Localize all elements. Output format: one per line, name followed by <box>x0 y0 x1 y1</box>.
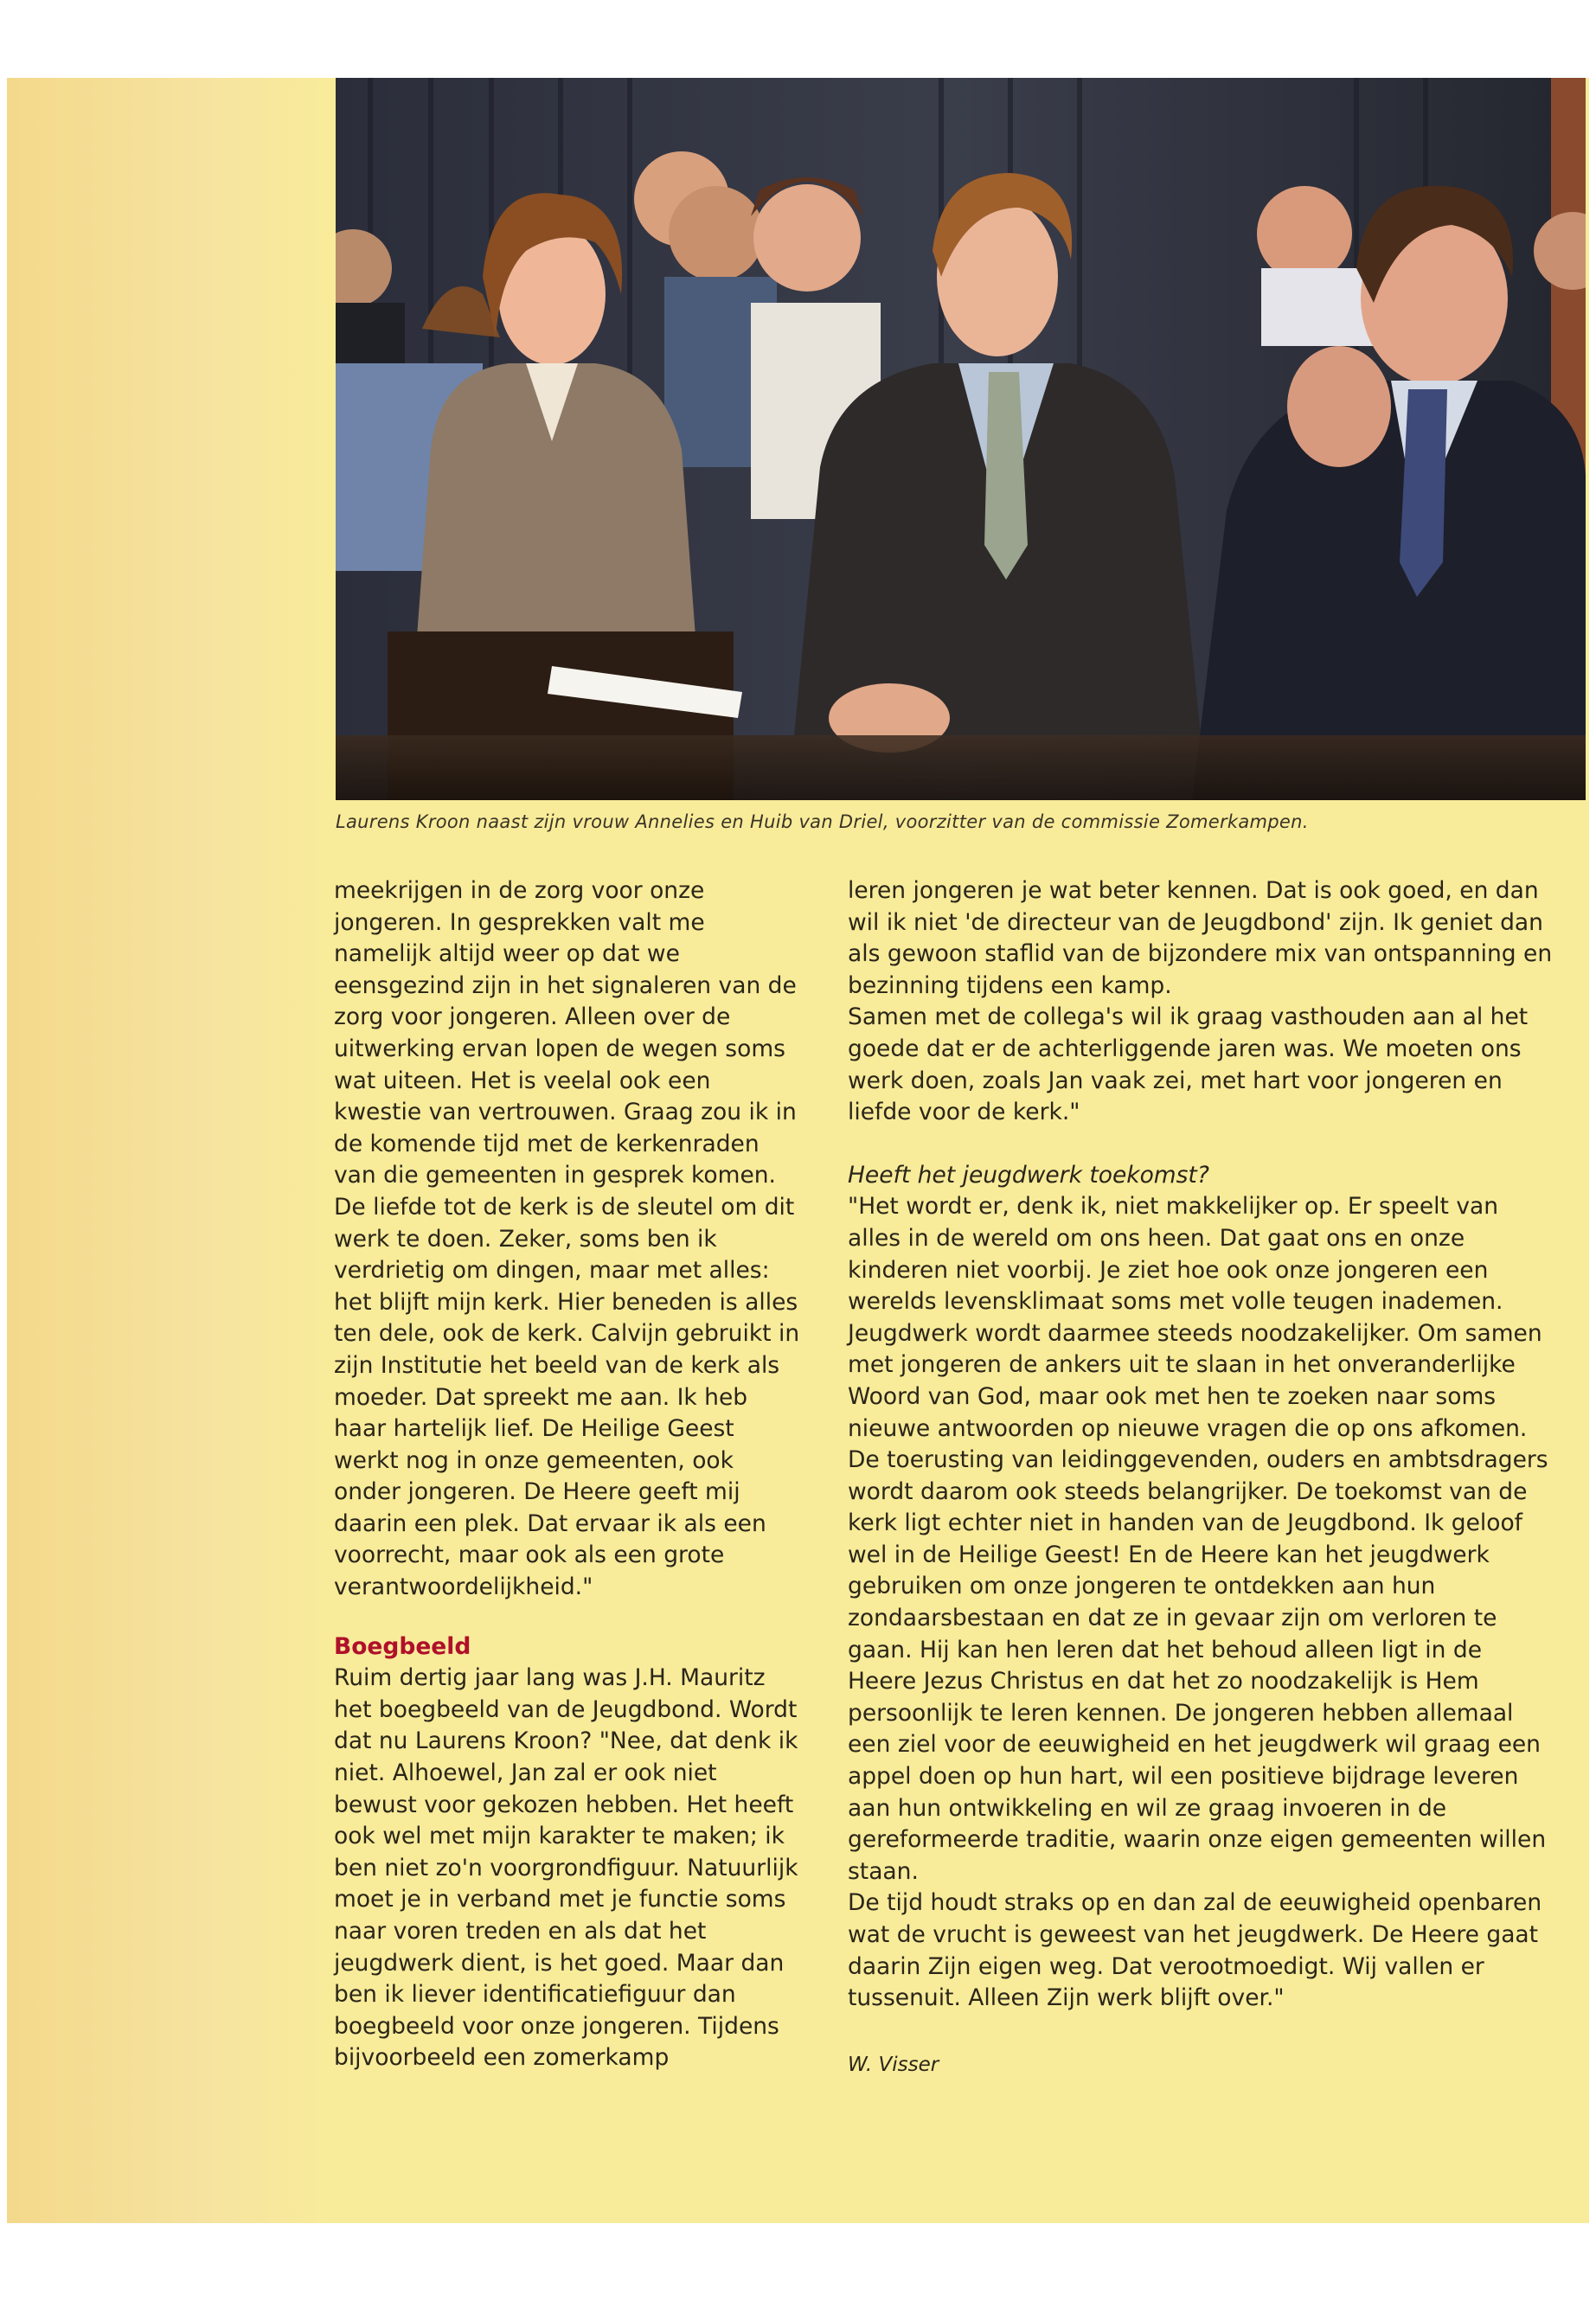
right-paragraph-2: Samen met de collega's wil ik graag vasthouden aan al het goede dat er de achterliggende jaren was. We moeten ons werk doen, zoals Jan vaak zei, met hart voor jongeren en liefde voor de kerk." <box>848 1003 1529 1126</box>
left-paragraph-2: De liefde tot de kerk is de sleutel om dit werk te doen. Zeker, soms ben ik verdrietig om dingen, maar met alles: het blijft mijn kerk. Hier beneden is alles ten dele, ook de kerk. Calvijn gebruikt in zijn Institutie het beeld van de kerk als moeder. Dat spreekt me aan. Ik heb haar hartelijk lief. De Heilige Geest werkt nog in onze gemeenten, ook onder jongeren. De Heere geeft mij daarin een plek. Dat ervaar ik als een voorrecht, maar ook als een grote verantwoordelijkheid." <box>334 1193 800 1601</box>
author-byline: W. Visser <box>848 2053 939 2076</box>
photo-caption: Laurens Kroon naast zijn vrouw Annelies en Huib van Driel, voorzitter van de commissie Zomerkampen. <box>336 811 1309 832</box>
left-column <box>334 875 801 2074</box>
right-paragraph-3: "Het wordt er, denk ik, niet makkelijker op. Er speelt van alles in de wereld om ons heen. Dat gaat ons en onze kinderen niet voorbij. Je ziet hoe ook onze jongeren een werelds levensklimaat soms met volle teugen inademen. Jeugdwerk wordt daarmee steeds noodzakelijker. Om samen met jongeren de ankers uit te slaan in het onveranderlijke Woord van God, maar ook met hen te zoeken naar soms nieuwe antwoorden op nieuwe vragen die op ons afkomen. De toerusting van leidinggevenden, ouders en ambtsdragers wordt daarom ook steeds belangrijker. De toekomst van de kerk ligt echter niet in handen van de Jeugdbond. Ik geloof wel in de Heilige Geest! En de Heere kan het jeugdwerk gebruiken om onze jongeren te ontdekken aan hun zondaarsbestaan en dat ze in gevaar zijn om verloren te gaan. Hij kan hen leren dat het behoud alleen ligt in de Heere Jezus Christus en dat het zo noodzakelijk is Hem persoonlijk te leren kennen. De jongeren hebben allemaal een ziel voor de eeuwigheid en het jeugdwerk wil graag een appel doen op hun hart, wil een positieve bijdrage leveren aan hun ontwikkeling en wil ze graag invoeren in de gereformeerde traditie, waarin onze eigen gemeenten willen staan. <box>848 1193 1548 1885</box>
right-paragraph-1: leren jongeren je wat beter kennen. Dat is ook goed, en dan wil ik niet 'de directeur van de Jeugdbond' zijn. Ik geniet dan als gewoon staflid van de bijzondere mix van ontspanning en bezinning tijdens een kamp. <box>848 877 1553 999</box>
section-heading-boegbeeld: Boegbeeld <box>334 1632 471 1660</box>
interview-question: Heeft het jeugdwerk toekomst? <box>848 1161 1209 1189</box>
right-paragraph-4: De tijd houdt straks op en dan zal de eeuwigheid openbaren wat de vrucht is geweest van het jeugdwerk. De Heere gaat daarin Zijn eigen weg. Dat verootmoedigt. Wij vallen er tussenuit. Alleen Zijn werk blijft over." <box>848 1889 1542 2012</box>
audience-photo <box>336 78 1586 800</box>
side-color-strip <box>7 78 336 2223</box>
magazine-page <box>7 78 1589 2223</box>
audience-photo-illustration <box>336 78 1586 800</box>
right-column <box>848 875 1557 2080</box>
left-paragraph-3: Ruim dertig jaar lang was J.H. Mauritz het boegbeeld van de Jeugdbond. Wordt dat nu Laurens Kroon? "Nee, dat denk ik niet. Alhoewel, Jan zal er ook niet bewust voor gekozen hebben. Het heeft ook wel met mijn karakter te maken; ik ben niet zo'n voorgrondfiguur. Natuurlijk moet je in verband met je functie soms naar voren treden en als dat het jeugdwerk dient, is het goed. Maar dan ben ik liever identificatiefiguur dan boegbeeld voor onze jongeren. Tijdens bijvoorbeeld een zomerkamp <box>334 1664 798 2072</box>
left-paragraph-1: meekrijgen in de zorg voor onze jongeren. In gesprekken valt me namelijk altijd weer op dat we eensgezind zijn in het signaleren van de zorg voor jongeren. Alleen over de uitwerking ervan lopen de wegen soms wat uiteen. Het is veelal ook een kwestie van vertrouwen. Graag zou ik in de komende tijd met de kerkenraden van die gemeenten in gesprek komen. <box>334 877 797 1189</box>
